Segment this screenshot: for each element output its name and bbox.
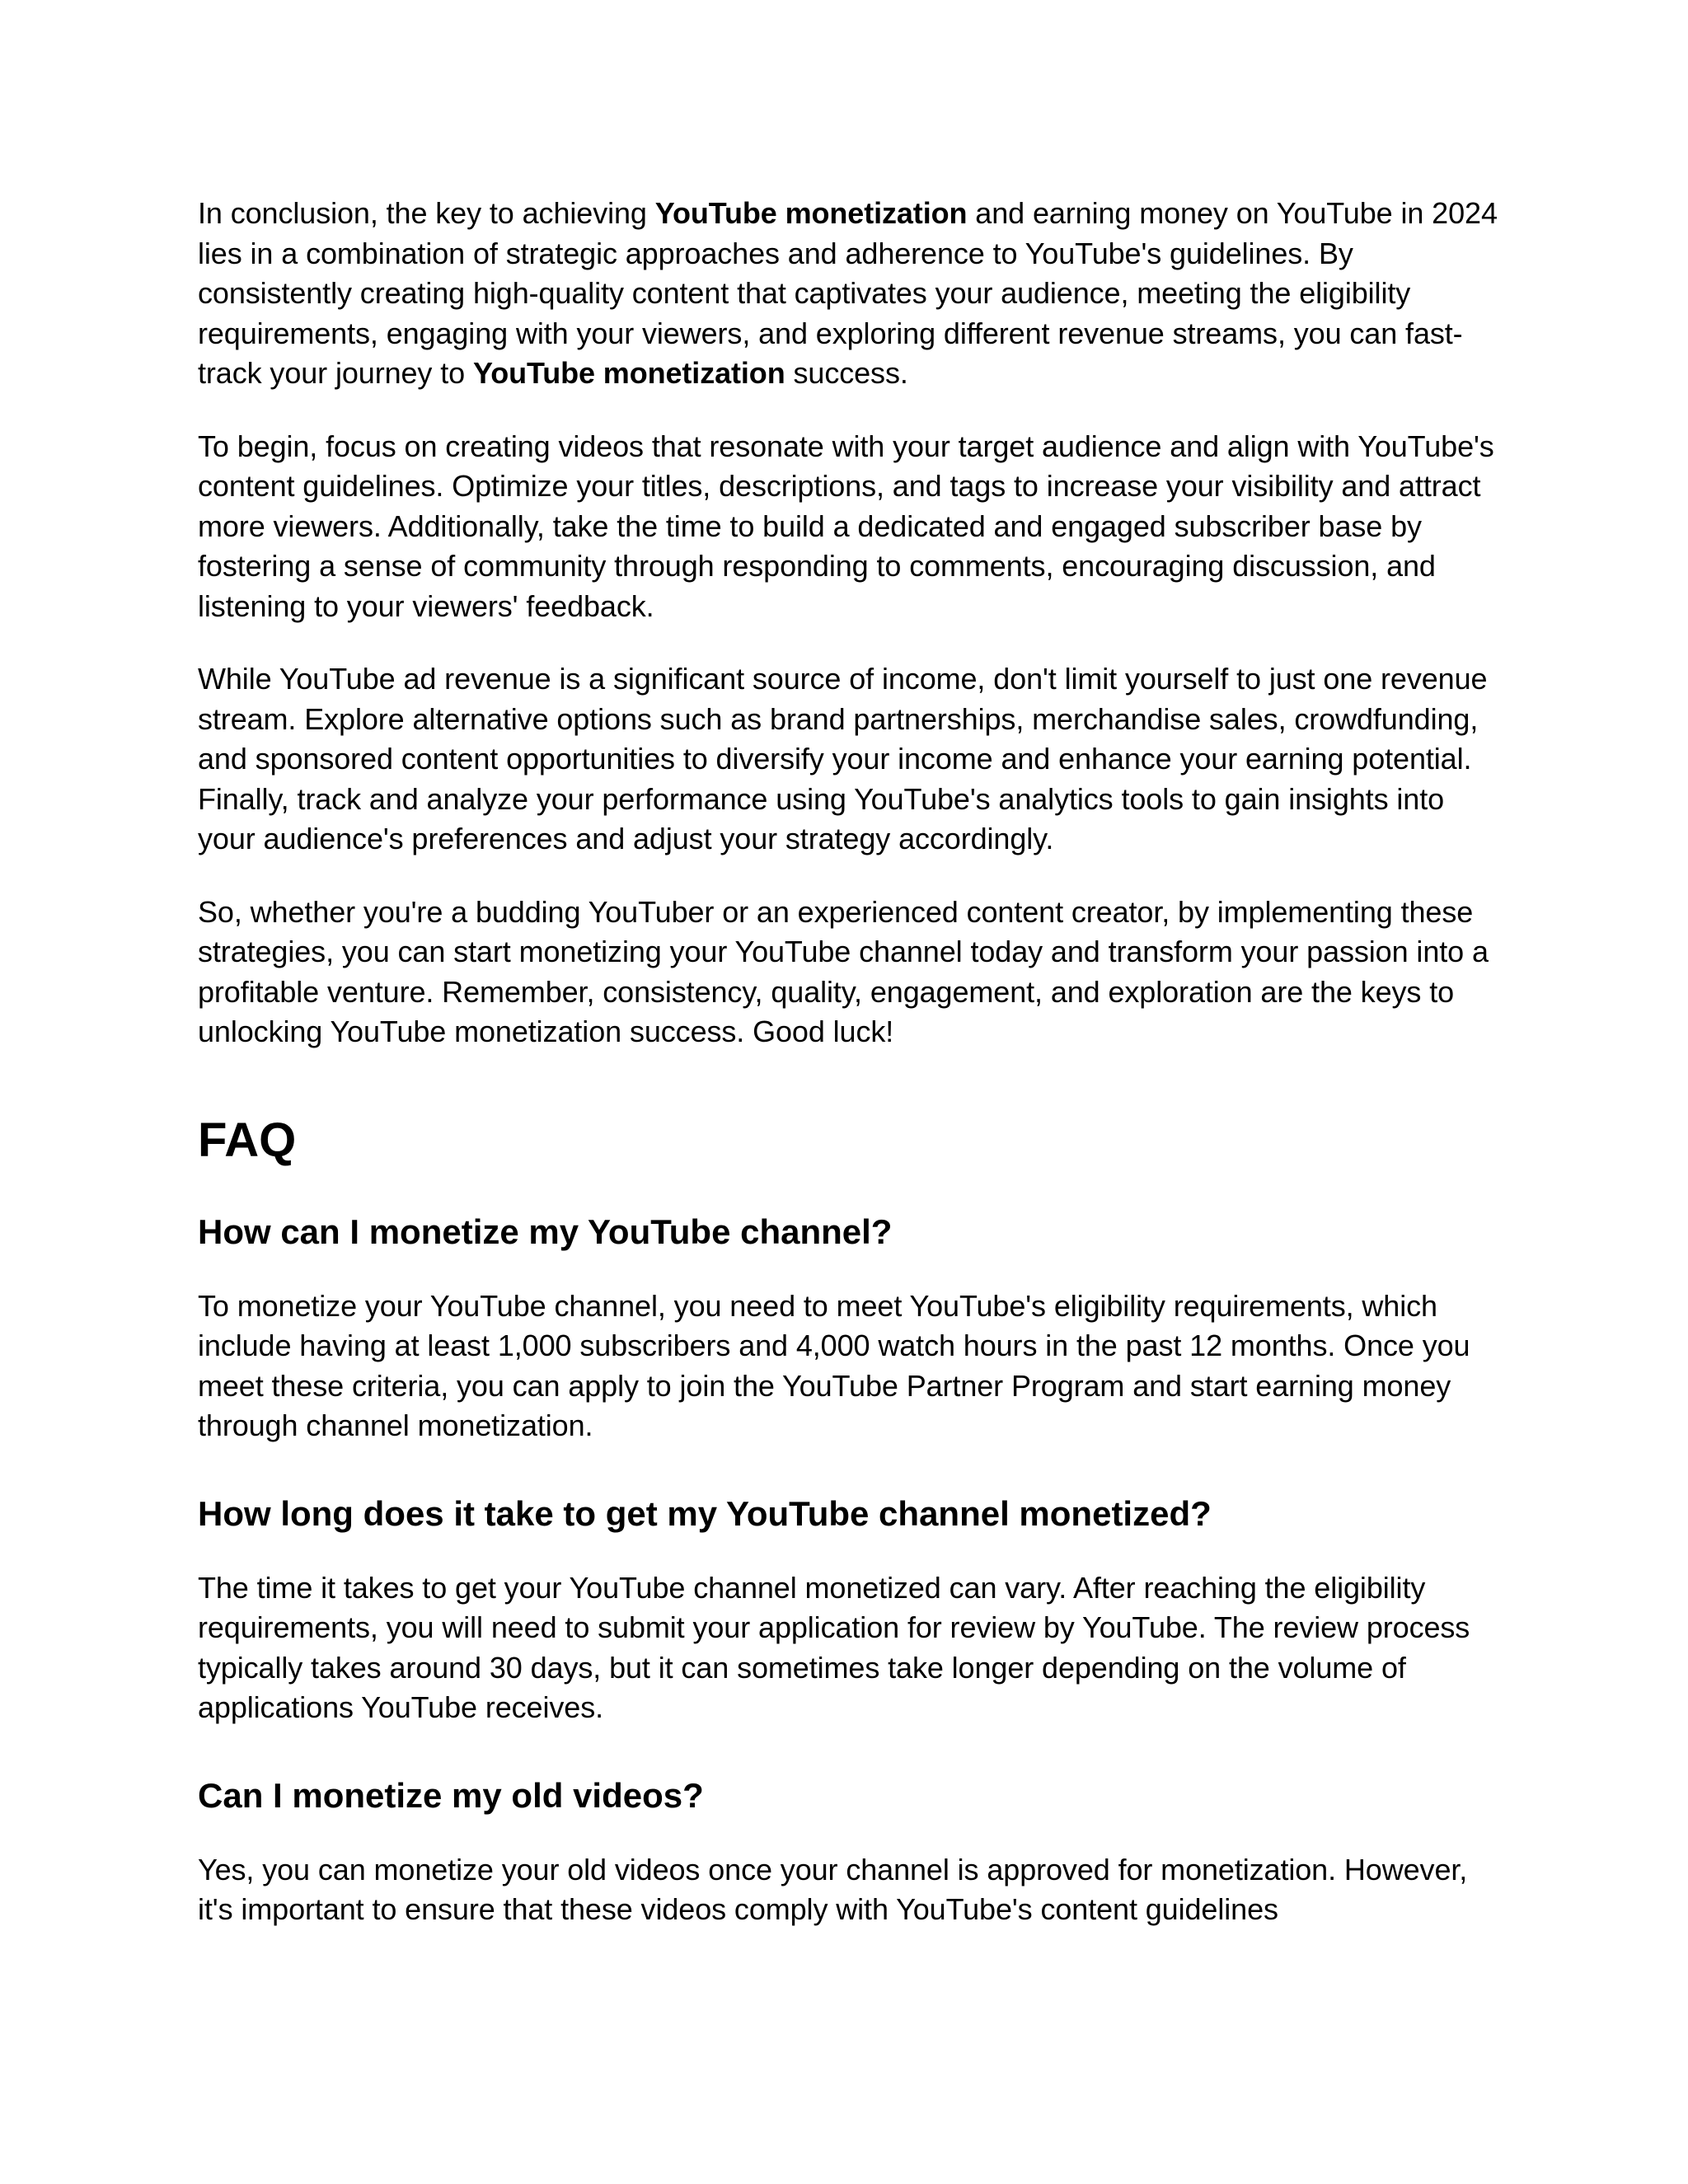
closing-paragraph: So, whether you're a budding YouTuber or an experienced content creator, by implementing these strategies, you can start monetizing your YouTube channel today and transform your passion into a profitable venture. Remember, consistency, quality, engagement, and exploration are the keys to unlocking YouTube monetization success. Good luck! xyxy=(198,894,1489,1048)
revenue-paragraph: While YouTube ad revenue is a significant source of income, don't limit yourself to just one revenue stream. Explore alternative options such as brand partnerships, merchandise sales, crowdfunding, and sponsored content opportunities to diversify your income and enhance your earning potential. Finally, track and analyze your performance using YouTube's analytics tools to gain insights into your audience's preferences and adjust your strategy accordingly. xyxy=(198,662,1488,855)
conclusion-paragraph xyxy=(198,194,1504,394)
faq-heading: FAQ xyxy=(198,1113,297,1167)
begin-paragraph: To begin, focus on creating videos that resonate with your target audience and align with YouTube's content guidelines. Optimize your titles, descriptions, and tags to increase your visibility and attract more viewers. Additionally, take the time to build a dedicated and engaged subscriber base by fostering a sense of community through responding to comments, encouraging discussion, and listening to your viewers' feedback. xyxy=(198,429,1494,623)
conclusion-text-part: In conclusion, the key to achieving xyxy=(198,196,655,230)
conclusion-text-part: success. xyxy=(785,356,908,390)
faq-question: How can I monetize my YouTube channel? xyxy=(198,1212,893,1251)
faq-answer: To monetize your YouTube channel, you need to meet YouTube's eligibility requirements, which include having at least 1,000 subscribers and 4,000 watch hours in the past 12 months. Once you meet these criteria, you can apply to join the YouTube Partner Program and start earning money through channel monetization. xyxy=(198,1288,1470,1442)
faq-answer: The time it takes to get your YouTube channel monetized can vary. After reaching the eligibility requirements, you will need to submit your application for review by YouTube. The review process typically takes around 30 days, but it can sometimes take longer depending on the volume of applications YouTube receives. xyxy=(198,1570,1470,1724)
faq-question: How long does it take to get my YouTube channel monetized? xyxy=(198,1493,1212,1533)
document-page xyxy=(198,194,1504,1930)
conclusion-text-part: and earning money on YouTube in 2024 lies in a combination of strategic approaches and adherence to YouTube's guidelines. By consistently creating high-quality content that captivates your audience, meeting the eligibility requirements, engaging with your viewers, and exploring different revenue streams, you can fast-track your journey to xyxy=(198,196,1498,390)
bold-keyword: YouTube monetization xyxy=(472,356,785,390)
faq-answer: Yes, you can monetize your old videos once your channel is approved for monetization. However, it's important to ensure that these videos comply with YouTube's content guidelines xyxy=(198,1852,1468,1926)
faq-question: Can I monetize my old videos? xyxy=(198,1775,704,1815)
bold-keyword: YouTube monetization xyxy=(654,196,968,230)
